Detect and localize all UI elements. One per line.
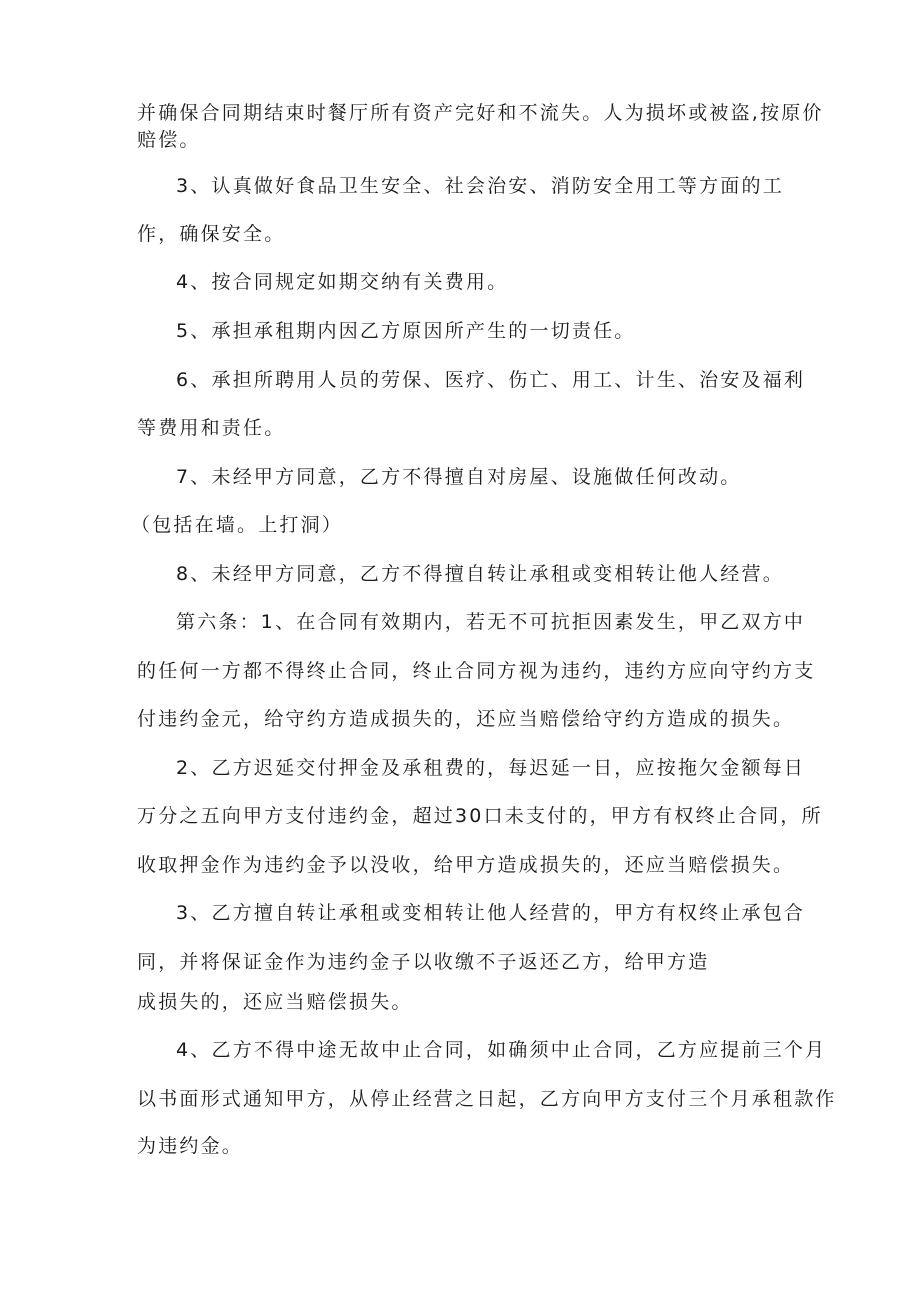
- paragraph-line: （包括在墙。上打洞）: [131, 514, 344, 536]
- paragraph-line: 作，确保安全。: [137, 223, 286, 245]
- paragraph-line: 7、未经甲方同意，乙方不得擅自对房屋、设施做任何改动。: [176, 466, 742, 488]
- paragraph-line: 万分之五向甲方支付违约金，超过30口未支付的，甲方有权终止合同，所: [137, 805, 823, 827]
- paragraph-line: 同，并将保证金作为违约金子以收缴不子返还乙方，给甲方造: [137, 951, 710, 973]
- paragraph-line: 4、按合同规定如期交纳有关费用。: [176, 271, 509, 293]
- paragraph-line: 2、乙方迟延交付押金及承租费的，每迟延一日，应按拖欠金额每日: [176, 757, 806, 779]
- paragraph-line: 4、乙方不得中途无故中止合同，如确须中止合同，乙方应提前三个月: [176, 1039, 827, 1061]
- paragraph-line: 8、未经甲方同意，乙方不得擅自转让承租或变相转让他人经营。: [176, 563, 784, 585]
- paragraph-line: 收取押金作为违约金予以没收，给甲方造成损失的，还应当赔偿损失。: [137, 854, 795, 876]
- paragraph-line: 3、认真做好食品卫生安全、社会治安、消防安全用工等方面的工: [176, 175, 784, 197]
- paragraph-line: 为违约金。: [137, 1135, 244, 1157]
- paragraph-line: 6、承担所聘用人员的劳保、医疗、伤亡、用工、计生、治安及福利: [176, 369, 806, 391]
- paragraph-line: 赔偿。: [137, 129, 201, 151]
- paragraph-line: 并确保合同期结束时餐厅所有资产完好和不流失。人为损坏或被盗,按原价: [137, 102, 824, 124]
- paragraph-line: 3、乙方擅自转让承租或变相转让他人经营的，甲方有权终止承包合: [176, 902, 806, 924]
- paragraph-line: 成损失的，还应当赔偿损失。: [137, 991, 413, 1013]
- paragraph-line: 付违约金元，给守约方造成损失的，还应当赔偿给守约方造成的损失。: [137, 708, 795, 730]
- paragraph-line: 的任何一方都不得终止合同，终止合同方视为违约，违约方应向守约方支: [137, 660, 816, 682]
- paragraph-line: 5、承担承租期内因乙方原因所产生的一切责任。: [176, 320, 636, 342]
- paragraph-line: 以书面形式通知甲方，从停止经营之日起，乙方向甲方支付三个月承租款作: [137, 1088, 837, 1110]
- paragraph-line: 等费用和责任。: [137, 417, 286, 439]
- paragraph-line: 第六条：1、在合同有效期内，若无不可抗拒因素发生，甲乙双方中: [176, 611, 806, 633]
